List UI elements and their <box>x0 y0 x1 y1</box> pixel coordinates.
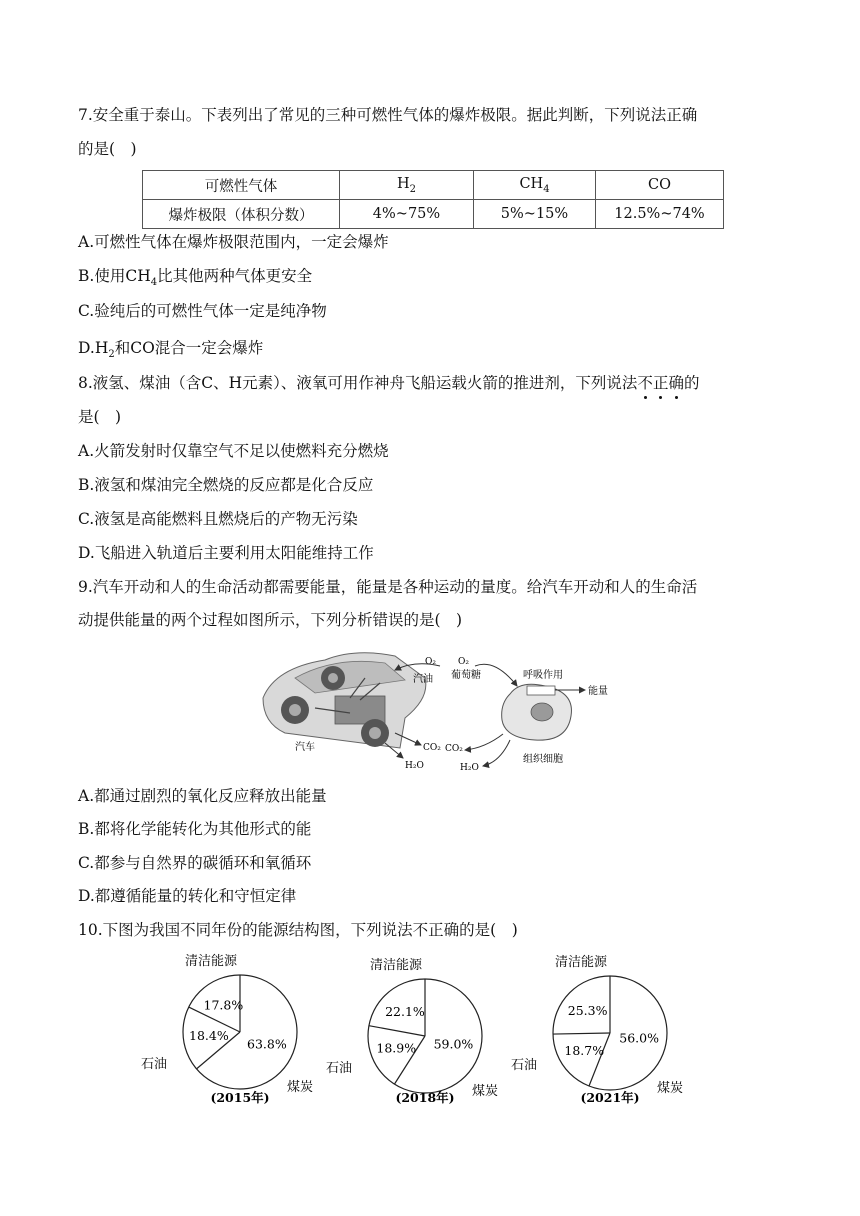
pie-category-label: 石油 <box>326 1061 353 1076</box>
pie-slice-label: 56.0% <box>619 1030 659 1046</box>
h2o-left: H₂O <box>405 761 424 771</box>
pie-category-label: 清洁能源 <box>185 954 238 969</box>
q9-option-d: D.都遵循能量的转化和守恒定律 <box>78 887 297 905</box>
energy-structure-pies <box>141 950 700 1110</box>
q7-option-b: B.使用$CH_4$比其他两种气体更安全 <box>78 267 313 289</box>
pie-category-label: 煤炭 <box>657 1081 684 1096</box>
q9-option-a: A.都通过剧烈的氧化反应释放出能量 <box>78 787 327 805</box>
q9-option-c: C.都参与自然界的碳循环和氧循环 <box>78 854 312 872</box>
row-label: 爆炸极限（体积分数） <box>143 200 340 229</box>
pie-category-label: 石油 <box>511 1058 538 1073</box>
pie-category-label: 煤炭 <box>287 1080 314 1095</box>
o2-left: O₂ <box>425 657 436 667</box>
q7-option-a: A.可燃性气体在爆炸极限范围内，一定会爆炸 <box>78 233 389 251</box>
pie-category-label: 石油 <box>141 1057 168 1072</box>
co2-left: CO₂ <box>423 743 441 753</box>
table-row <box>143 171 724 200</box>
pie-slice-label: 18.9% <box>376 1040 417 1056</box>
q8-option-d: D.飞船进入轨道后主要利用太阳能维持工作 <box>78 544 374 562</box>
q8-stem-line1: 8.液氢、煤油（含C、H元素）、液氧可用作神舟飞船运载火箭的推进剂，下列说法不正确的 <box>78 374 700 392</box>
pie-slice-label: 18.7% <box>564 1042 605 1058</box>
pie-category-label: 清洁能源 <box>555 955 608 970</box>
q7-stem-line2: 的是( ) <box>78 140 137 158</box>
header-cell: $H_2$ <box>340 171 474 200</box>
q9-stem-line1: 9.汽车开动和人的生命活动都需要能量，能量是各种运动的量度。给汽车开动和人的生命活 <box>78 578 698 596</box>
pie-year-label: (2015年) <box>210 1090 270 1105</box>
pie-year-label: (2021年) <box>580 1090 640 1105</box>
pie-category-label: 清洁能源 <box>370 958 423 973</box>
co2-right: CO₂ <box>445 744 463 754</box>
value-cell: 4%~75% <box>340 200 474 229</box>
car-label: 汽车 <box>295 742 315 753</box>
o2-right: O₂ <box>458 657 469 667</box>
q10-stem: 10.下图为我国不同年份的能源结构图，下列说法不正确的是( ) <box>78 921 518 939</box>
q8-option-c: C.液氢是高能燃料且燃烧后的产物无污染 <box>78 510 358 528</box>
tissue-label: 组织细胞 <box>523 754 563 765</box>
q8-option-a: A.火箭发射时仅靠空气不足以使燃料充分燃烧 <box>78 442 389 460</box>
pie-slice-label: 22.1% <box>385 1003 425 1019</box>
pie-slice-label: 25.3% <box>567 1003 608 1019</box>
energy-process-diagram <box>255 638 635 778</box>
pie-slice-label: 59.0% <box>433 1036 474 1052</box>
header-cell: 可燃性气体 <box>143 171 340 200</box>
header-cell: CO <box>596 171 724 200</box>
respiration-label: 呼吸作用 <box>523 670 563 681</box>
pie-slice-label: 17.8% <box>203 997 244 1013</box>
h2o-right: H₂O <box>460 763 479 773</box>
glucose-label: 葡萄糖 <box>451 670 481 681</box>
value-cell: 5%~15% <box>474 200 596 229</box>
q9-stem-line2: 动提供能量的两个过程如图所示，下列分析错误的是( ) <box>78 611 463 629</box>
energy-label: 能量 <box>588 686 608 697</box>
q9-option-b: B.都将化学能转化为其他形式的能 <box>78 820 312 838</box>
pie-slice-label: 18.4% <box>189 1027 229 1043</box>
gasoline-label: 汽油 <box>413 674 433 685</box>
pie-category-label: 煤炭 <box>472 1084 499 1099</box>
q7-stem-line1: 7.安全重于泰山。下表列出了常见的三种可燃性气体的爆炸极限。据此判断，下列说法正确 <box>78 106 698 124</box>
header-cell: $CH_4$ <box>474 171 596 200</box>
q8-option-b: B.液氢和煤油完全燃烧的反应都是化合反应 <box>78 476 374 494</box>
pie-year-label: (2018年) <box>395 1090 455 1105</box>
q7-option-d: $D.H_2$和CO混合一定会爆炸 <box>78 339 264 361</box>
table-row <box>143 200 724 229</box>
pie-slice-label: 63.8% <box>247 1036 287 1052</box>
q8-stem-line2: 是( ) <box>78 408 122 426</box>
value-cell: 12.5%~74% <box>596 200 724 229</box>
q7-option-c: C.验纯后的可燃性气体一定是纯净物 <box>78 302 327 320</box>
explosion-limit-table <box>142 170 724 229</box>
